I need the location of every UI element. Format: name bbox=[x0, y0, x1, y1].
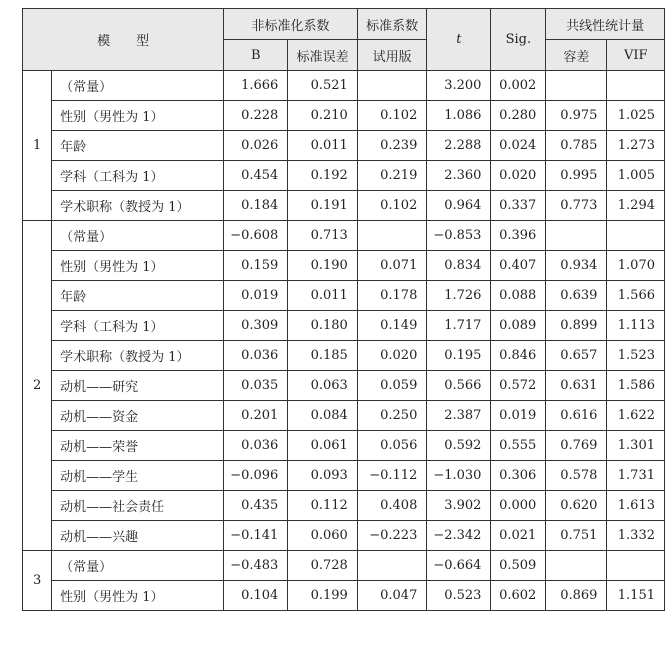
vif-cell: 1.113 bbox=[607, 311, 665, 341]
sig-cell: 0.088 bbox=[491, 281, 546, 311]
beta-cell: 0.102 bbox=[357, 191, 427, 221]
b-cell: 0.435 bbox=[224, 491, 288, 521]
model-number: 1 bbox=[23, 71, 52, 221]
sig-cell: 0.407 bbox=[491, 251, 546, 281]
beta-cell: 0.149 bbox=[357, 311, 427, 341]
vif-cell: 1.622 bbox=[607, 401, 665, 431]
t-cell: −1.030 bbox=[427, 461, 491, 491]
variable-cell: 年龄 bbox=[52, 281, 224, 311]
table-row bbox=[23, 461, 665, 491]
regression-coefficients-table bbox=[22, 8, 665, 611]
beta-cell: 0.047 bbox=[357, 581, 427, 611]
std-error-cell: 0.180 bbox=[288, 311, 358, 341]
t-header: t bbox=[427, 9, 491, 71]
sig-cell: 0.280 bbox=[491, 101, 546, 131]
variable-cell: （常量） bbox=[52, 71, 224, 101]
table-row bbox=[23, 281, 665, 311]
variable-cell: （常量） bbox=[52, 551, 224, 581]
vif-cell: 1.273 bbox=[607, 131, 665, 161]
variable-cell: 动机——研究 bbox=[52, 371, 224, 401]
t-cell: 1.717 bbox=[427, 311, 491, 341]
t-cell: 0.523 bbox=[427, 581, 491, 611]
table-row bbox=[23, 401, 665, 431]
b-cell: 0.454 bbox=[224, 161, 288, 191]
model-header: 模 型 bbox=[23, 9, 224, 71]
t-cell: 2.387 bbox=[427, 401, 491, 431]
t-cell: 0.834 bbox=[427, 251, 491, 281]
variable-cell: 动机——兴趣 bbox=[52, 521, 224, 551]
sig-cell: 0.089 bbox=[491, 311, 546, 341]
sig-cell: 0.846 bbox=[491, 341, 546, 371]
std-error-cell: 0.199 bbox=[288, 581, 358, 611]
beta-cell: 0.408 bbox=[357, 491, 427, 521]
std-error-cell: 0.521 bbox=[288, 71, 358, 101]
beta-cell: 0.056 bbox=[357, 431, 427, 461]
b-cell: 0.228 bbox=[224, 101, 288, 131]
beta-cell bbox=[357, 71, 427, 101]
table-row bbox=[23, 491, 665, 521]
table-row bbox=[23, 521, 665, 551]
vif-cell bbox=[607, 551, 665, 581]
vif-cell bbox=[607, 71, 665, 101]
trial-version-header: 试用版 bbox=[357, 40, 427, 71]
vif-cell: 1.301 bbox=[607, 431, 665, 461]
sig-cell: 0.002 bbox=[491, 71, 546, 101]
vif-cell: 1.025 bbox=[607, 101, 665, 131]
sig-cell: 0.396 bbox=[491, 221, 546, 251]
b-cell: 0.035 bbox=[224, 371, 288, 401]
std-error-cell: 0.061 bbox=[288, 431, 358, 461]
sig-cell: 0.572 bbox=[491, 371, 546, 401]
tolerance-cell: 0.657 bbox=[546, 341, 607, 371]
beta-cell: −0.223 bbox=[357, 521, 427, 551]
t-cell: 2.288 bbox=[427, 131, 491, 161]
vif-cell: 1.332 bbox=[607, 521, 665, 551]
b-cell: 0.184 bbox=[224, 191, 288, 221]
model-number: 3 bbox=[23, 551, 52, 611]
sig-cell: 0.021 bbox=[491, 521, 546, 551]
b-cell: 0.019 bbox=[224, 281, 288, 311]
model-number: 2 bbox=[23, 221, 52, 551]
b-cell: 0.309 bbox=[224, 311, 288, 341]
sig-header: Sig. bbox=[491, 9, 546, 71]
beta-cell bbox=[357, 551, 427, 581]
sig-cell: 0.509 bbox=[491, 551, 546, 581]
variable-cell: 学科（工科为 1） bbox=[52, 311, 224, 341]
variable-cell: 动机——社会责任 bbox=[52, 491, 224, 521]
b-cell: −0.096 bbox=[224, 461, 288, 491]
tolerance-cell: 0.975 bbox=[546, 101, 607, 131]
tolerance-cell: 0.899 bbox=[546, 311, 607, 341]
table-row bbox=[23, 191, 665, 221]
tolerance-cell: 0.773 bbox=[546, 191, 607, 221]
beta-cell: 0.250 bbox=[357, 401, 427, 431]
std-error-header: 标准误差 bbox=[288, 40, 358, 71]
sig-cell: 0.602 bbox=[491, 581, 546, 611]
std-error-cell: 0.185 bbox=[288, 341, 358, 371]
beta-cell: 0.020 bbox=[357, 341, 427, 371]
std-error-cell: 0.713 bbox=[288, 221, 358, 251]
b-cell: 0.159 bbox=[224, 251, 288, 281]
vif-cell: 1.151 bbox=[607, 581, 665, 611]
std-error-cell: 0.084 bbox=[288, 401, 358, 431]
b-cell: 0.201 bbox=[224, 401, 288, 431]
tolerance-cell: 0.869 bbox=[546, 581, 607, 611]
t-cell: 3.200 bbox=[427, 71, 491, 101]
std-error-cell: 0.011 bbox=[288, 281, 358, 311]
t-cell: 0.592 bbox=[427, 431, 491, 461]
table-row bbox=[23, 551, 665, 581]
b-cell: −0.141 bbox=[224, 521, 288, 551]
beta-cell: 0.219 bbox=[357, 161, 427, 191]
tolerance-cell: 0.578 bbox=[546, 461, 607, 491]
std-error-cell: 0.112 bbox=[288, 491, 358, 521]
sig-cell: 0.555 bbox=[491, 431, 546, 461]
std-error-cell: 0.011 bbox=[288, 131, 358, 161]
t-cell: −2.342 bbox=[427, 521, 491, 551]
table-row bbox=[23, 71, 665, 101]
t-cell: −0.853 bbox=[427, 221, 491, 251]
tolerance-cell: 0.616 bbox=[546, 401, 607, 431]
beta-cell: 0.102 bbox=[357, 101, 427, 131]
t-cell: 3.902 bbox=[427, 491, 491, 521]
variable-cell: 动机——学生 bbox=[52, 461, 224, 491]
tolerance-cell: 0.620 bbox=[546, 491, 607, 521]
beta-cell: 0.239 bbox=[357, 131, 427, 161]
b-cell: 0.104 bbox=[224, 581, 288, 611]
vif-cell: 1.523 bbox=[607, 341, 665, 371]
sig-cell: 0.000 bbox=[491, 491, 546, 521]
variable-cell: （常量） bbox=[52, 221, 224, 251]
beta-cell: −0.112 bbox=[357, 461, 427, 491]
sig-cell: 0.019 bbox=[491, 401, 546, 431]
tolerance-cell: 0.639 bbox=[546, 281, 607, 311]
beta-cell bbox=[357, 221, 427, 251]
vif-cell bbox=[607, 221, 665, 251]
tolerance-cell: 0.785 bbox=[546, 131, 607, 161]
vif-cell: 1.005 bbox=[607, 161, 665, 191]
collinearity-header: 共线性统计量 bbox=[546, 9, 665, 40]
std-error-cell: 0.063 bbox=[288, 371, 358, 401]
tolerance-cell: 0.769 bbox=[546, 431, 607, 461]
tolerance-cell: 0.934 bbox=[546, 251, 607, 281]
variable-cell: 性别（男性为 1） bbox=[52, 101, 224, 131]
t-cell: 0.964 bbox=[427, 191, 491, 221]
table-row bbox=[23, 311, 665, 341]
tolerance-cell: 0.995 bbox=[546, 161, 607, 191]
beta-cell: 0.059 bbox=[357, 371, 427, 401]
b-header: B bbox=[224, 40, 288, 71]
tolerance-cell bbox=[546, 221, 607, 251]
beta-cell: 0.178 bbox=[357, 281, 427, 311]
std-error-cell: 0.093 bbox=[288, 461, 358, 491]
standardized-coef-header: 标准系数 bbox=[357, 9, 427, 40]
variable-cell: 性别（男性为 1） bbox=[52, 581, 224, 611]
b-cell: 0.036 bbox=[224, 341, 288, 371]
tolerance-cell: 0.751 bbox=[546, 521, 607, 551]
table-row bbox=[23, 581, 665, 611]
table-row bbox=[23, 251, 665, 281]
vif-cell: 1.731 bbox=[607, 461, 665, 491]
t-cell: 0.566 bbox=[427, 371, 491, 401]
t-cell: 1.726 bbox=[427, 281, 491, 311]
t-cell: 1.086 bbox=[427, 101, 491, 131]
variable-cell: 性别（男性为 1） bbox=[52, 251, 224, 281]
tolerance-cell bbox=[546, 551, 607, 581]
variable-cell: 动机——资金 bbox=[52, 401, 224, 431]
std-error-cell: 0.060 bbox=[288, 521, 358, 551]
sig-cell: 0.337 bbox=[491, 191, 546, 221]
unstandardized-coef-header: 非标准化系数 bbox=[224, 9, 358, 40]
header-row-1 bbox=[23, 9, 665, 40]
sig-cell: 0.306 bbox=[491, 461, 546, 491]
t-cell: 2.360 bbox=[427, 161, 491, 191]
table-row bbox=[23, 221, 665, 251]
b-cell: 1.666 bbox=[224, 71, 288, 101]
vif-cell: 1.294 bbox=[607, 191, 665, 221]
vif-header: VIF bbox=[607, 40, 665, 71]
table-row bbox=[23, 101, 665, 131]
std-error-cell: 0.190 bbox=[288, 251, 358, 281]
std-error-cell: 0.192 bbox=[288, 161, 358, 191]
table-row bbox=[23, 131, 665, 161]
table-row bbox=[23, 431, 665, 461]
table-row bbox=[23, 161, 665, 191]
variable-cell: 学术职称（教授为 1） bbox=[52, 191, 224, 221]
variable-cell: 年龄 bbox=[52, 131, 224, 161]
variable-cell: 学术职称（教授为 1） bbox=[52, 341, 224, 371]
std-error-cell: 0.728 bbox=[288, 551, 358, 581]
b-cell: 0.036 bbox=[224, 431, 288, 461]
b-cell: −0.608 bbox=[224, 221, 288, 251]
b-cell: 0.026 bbox=[224, 131, 288, 161]
vif-cell: 1.613 bbox=[607, 491, 665, 521]
beta-cell: 0.071 bbox=[357, 251, 427, 281]
variable-cell: 学科（工科为 1） bbox=[52, 161, 224, 191]
t-cell: −0.664 bbox=[427, 551, 491, 581]
std-error-cell: 0.191 bbox=[288, 191, 358, 221]
vif-cell: 1.586 bbox=[607, 371, 665, 401]
vif-cell: 1.566 bbox=[607, 281, 665, 311]
sig-cell: 0.020 bbox=[491, 161, 546, 191]
vif-cell: 1.070 bbox=[607, 251, 665, 281]
b-cell: −0.483 bbox=[224, 551, 288, 581]
variable-cell: 动机——荣誉 bbox=[52, 431, 224, 461]
sig-cell: 0.024 bbox=[491, 131, 546, 161]
t-cell: 0.195 bbox=[427, 341, 491, 371]
table-row bbox=[23, 371, 665, 401]
table-row bbox=[23, 341, 665, 371]
tolerance-header: 容差 bbox=[546, 40, 607, 71]
tolerance-cell: 0.631 bbox=[546, 371, 607, 401]
std-error-cell: 0.210 bbox=[288, 101, 358, 131]
tolerance-cell bbox=[546, 71, 607, 101]
